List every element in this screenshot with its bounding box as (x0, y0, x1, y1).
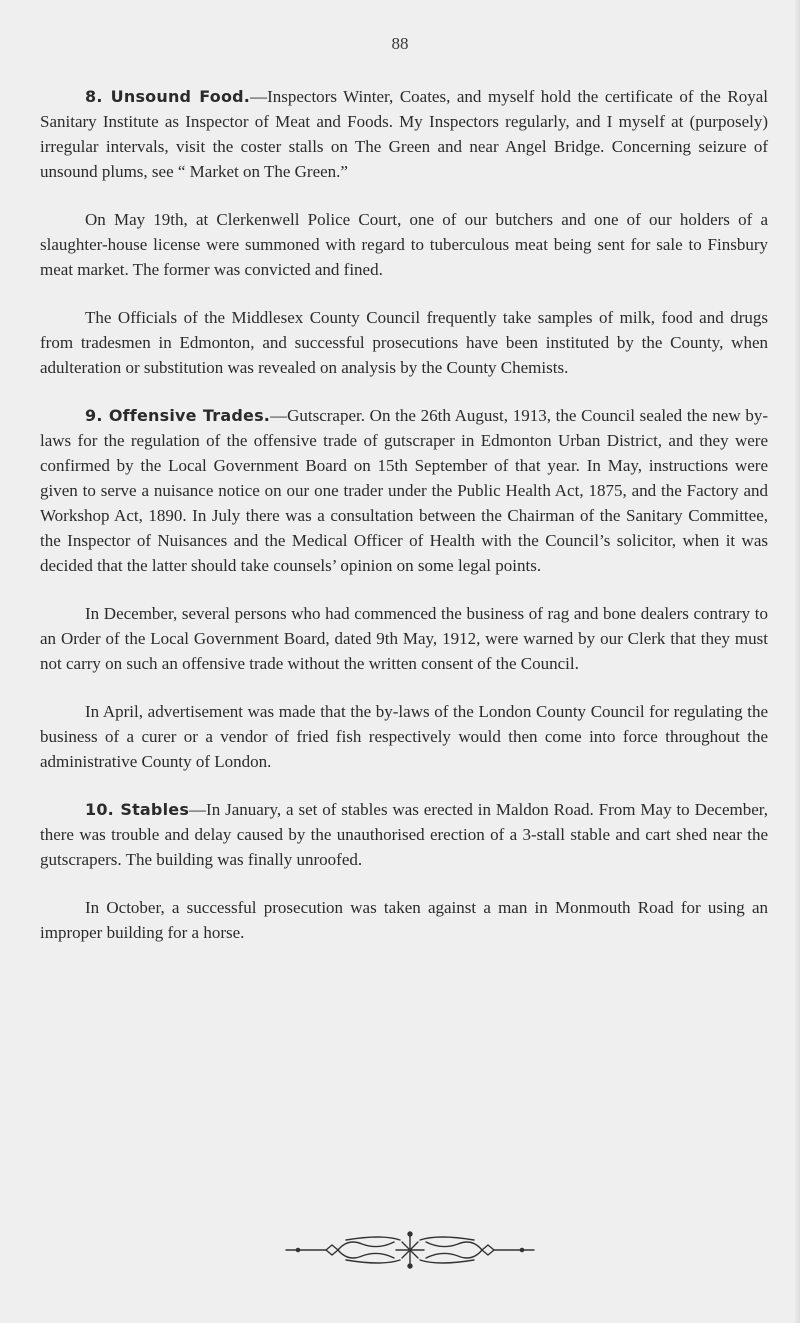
section-text: —In January, a set of stables was erected in Maldon Road. From May to December, there was trouble and delay caused by the unauthorised erection of a 3-stall stable and cart shed near the gutscrapers. The building was finally unroofed. (40, 800, 768, 869)
page-edge-shadow (794, 0, 800, 1323)
paragraph-middlesex-council (40, 305, 768, 380)
section-heading: 10. Stables (85, 800, 190, 819)
paragraph-rag-and-bone (40, 601, 768, 676)
paragraph-clerkenwell-court (40, 207, 768, 282)
paragraph-text: On May 19th, at Clerkenwell Police Court, one of our butchers and one of our holders of a slaughter-house license were summoned with regard to tuberculous meat being sent for sale to Finsbury meat market. The former was convicted and fined. (40, 210, 768, 279)
paragraph-monmouth-road (40, 895, 768, 945)
section-heading: 9. Offensive Trades. (85, 406, 271, 425)
section-stables (40, 797, 768, 872)
section-text: —Gutscraper. On the 26th August, 1913, the Council sealed the new by-laws for the regulation of the offensive trade of gutscraper in Edmonton Urban District, and they were confirmed by the Local Government Board on 15th September of that year. In May, instructions were given to serve a nuisance notice on our one trader under the Public Health Act, 1875, and the Factory and Workshop Act, 1890. In July there was a consultation between the Chairman of the Sanitary Committee, the Inspector of Nuisances and the Medical Officer of Health with the Council’s solicitor, when it was decided that the latter should take counsels’ opinion on some legal points. (40, 406, 768, 575)
paragraph-text: In April, advertisement was made that the by-laws of the London County Council for regulating the business of a curer or a vendor of fried fish respectively would then come into force throughout the administrative County of London. (40, 702, 768, 771)
paragraph-text: In October, a successful prosecution was taken against a man in Monmouth Road for using an improper building for a horse. (40, 898, 768, 942)
section-offensive-trades (40, 403, 768, 578)
decorative-scroll-divider-icon (282, 1230, 538, 1270)
paragraph-text: The Officials of the Middlesex County Council frequently take samples of milk, food and drugs from tradesmen in Edmonton, and successful prosecutions have been instituted by the County, when adulteration or substitution was revealed on analysis by the County Chemists. (40, 308, 768, 377)
document-body (40, 84, 768, 968)
section-text: —Inspectors Winter, Coates, and myself hold the certificate of the Royal Sanitary Institute as Inspector of Meat and Foods. My Inspectors regularly, and I myself at (purposely) irregular intervals, visit the coster stalls on The Green and near Angel Bridge. Concerning seizure of unsound plums, see “ Market on The Green.” (40, 87, 768, 181)
section-unsound-food (40, 84, 768, 184)
paragraph-text: In December, several persons who had commenced the business of rag and bone dealers contrary to an Order of the Local Government Board, dated 9th May, 1912, were warned by our Clerk that they must not carry on such an offensive trade without the written consent of the Council. (40, 604, 768, 673)
section-heading: 8. Unsound Food. (85, 87, 251, 106)
paragraph-fried-fish (40, 699, 768, 774)
page-number: 88 (391, 34, 409, 53)
